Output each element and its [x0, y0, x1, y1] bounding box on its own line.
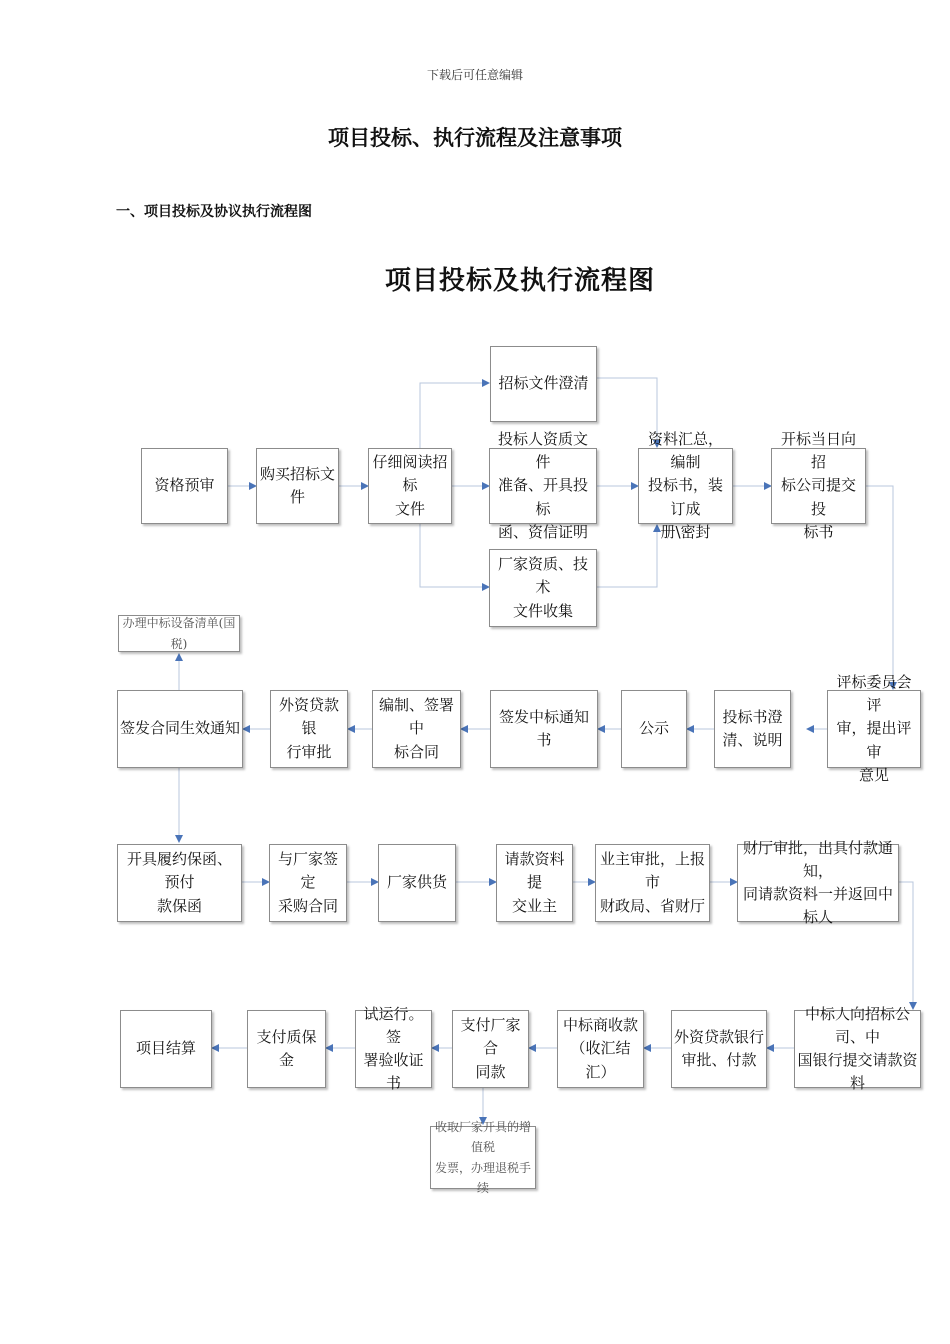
node-ziliao-huizong: 资料汇总，编制 投标书，装订成 册\密封 [638, 448, 733, 524]
node-kaibiao: 开标当日向招 标公司提交投 标书 [771, 448, 866, 524]
node-changjia-qianding: 与厂家签定 采购合同 [269, 844, 347, 922]
node-toubiaoren-zizhi: 投标人资质文件 准备、开具投标 函、资信证明 [489, 448, 597, 524]
arrow-caiting-to-tijiao [899, 882, 913, 1009]
node-waizi-yinhang-shenpi: 外资贷款银 行审批 [270, 690, 348, 768]
node-goumai-zhaobiao: 购买招标文件 [256, 448, 339, 524]
node-caiting-shenpi: 财厅审批，出具付款通知， 同请款资料一并返回中标人 [737, 844, 899, 922]
arrow-yuedu-to-changjia [420, 524, 489, 587]
node-shiyunxing: 试运行。签 署验收证书 [355, 1010, 432, 1088]
node-toubiaoshu-chengqing: 投标书澄 清、说明 [714, 690, 791, 768]
node-gongshi: 公示 [621, 690, 687, 768]
node-changjia-zizhi: 厂家资质、技术 文件收集 [489, 549, 597, 627]
node-qingkuan-tijiao: 请款资料提 交业主 [496, 844, 573, 922]
node-zhongbiaoren-tijiao: 中标人向招标公司、中 国银行提交请款资料 [794, 1010, 921, 1088]
node-zhifu-zhibaojin: 支付质保金 [247, 1010, 326, 1088]
node-zhifu-changjia: 支付厂家合 同款 [452, 1010, 529, 1088]
node-banli-qingdan: 办理中标设备清单(国税) [118, 615, 240, 652]
node-pingbiao: 评标委员会评 审，提出评审 意见 [827, 690, 921, 768]
node-yezhu-shenpi: 业主审批，上报市 财政局、省财厅 [595, 844, 710, 922]
document-title: 项目投标、执行流程及注意事项 [328, 125, 622, 150]
node-changjia-gonghuo: 厂家供货 [378, 844, 456, 922]
node-xiangmu-jiesuan: 项目结算 [120, 1010, 212, 1088]
page-header: 下载后可任意编辑 [426, 68, 523, 82]
node-bianzhi-qianshu: 编制、签署中 标合同 [372, 690, 461, 768]
node-qianfa-zhongbiao: 签发中标通知书 [490, 690, 598, 768]
node-zixi-yuedu: 仔细阅读招标 文件 [368, 448, 452, 524]
node-shouqu-fapiao: 收取厂家开具的增值税 发票，办理退税手续 [430, 1126, 536, 1189]
node-qianfa-hetong: 签发合同生效通知 [117, 690, 243, 768]
node-kaiju-baohan: 开具履约保函、预付 款保函 [117, 844, 242, 922]
node-waizi-yinhang-fukuan: 外资贷款银行 审批、付款 [671, 1010, 767, 1088]
node-zhongbiao-shoukuan: 中标商收款 （收汇结汇） [557, 1010, 644, 1088]
section-heading: 一、项目投标及协议执行流程图 [116, 204, 312, 220]
flowchart-title: 项目投标及执行流程图 [384, 266, 655, 296]
node-zhaobiao-chengqing: 招标文件澄清 [490, 346, 597, 422]
arrow-kaibiao-to-pingbiao [866, 486, 893, 689]
node-zige-yushen: 资格预审 [141, 448, 228, 524]
arrow-yuedu-to-chengqing [420, 383, 489, 448]
